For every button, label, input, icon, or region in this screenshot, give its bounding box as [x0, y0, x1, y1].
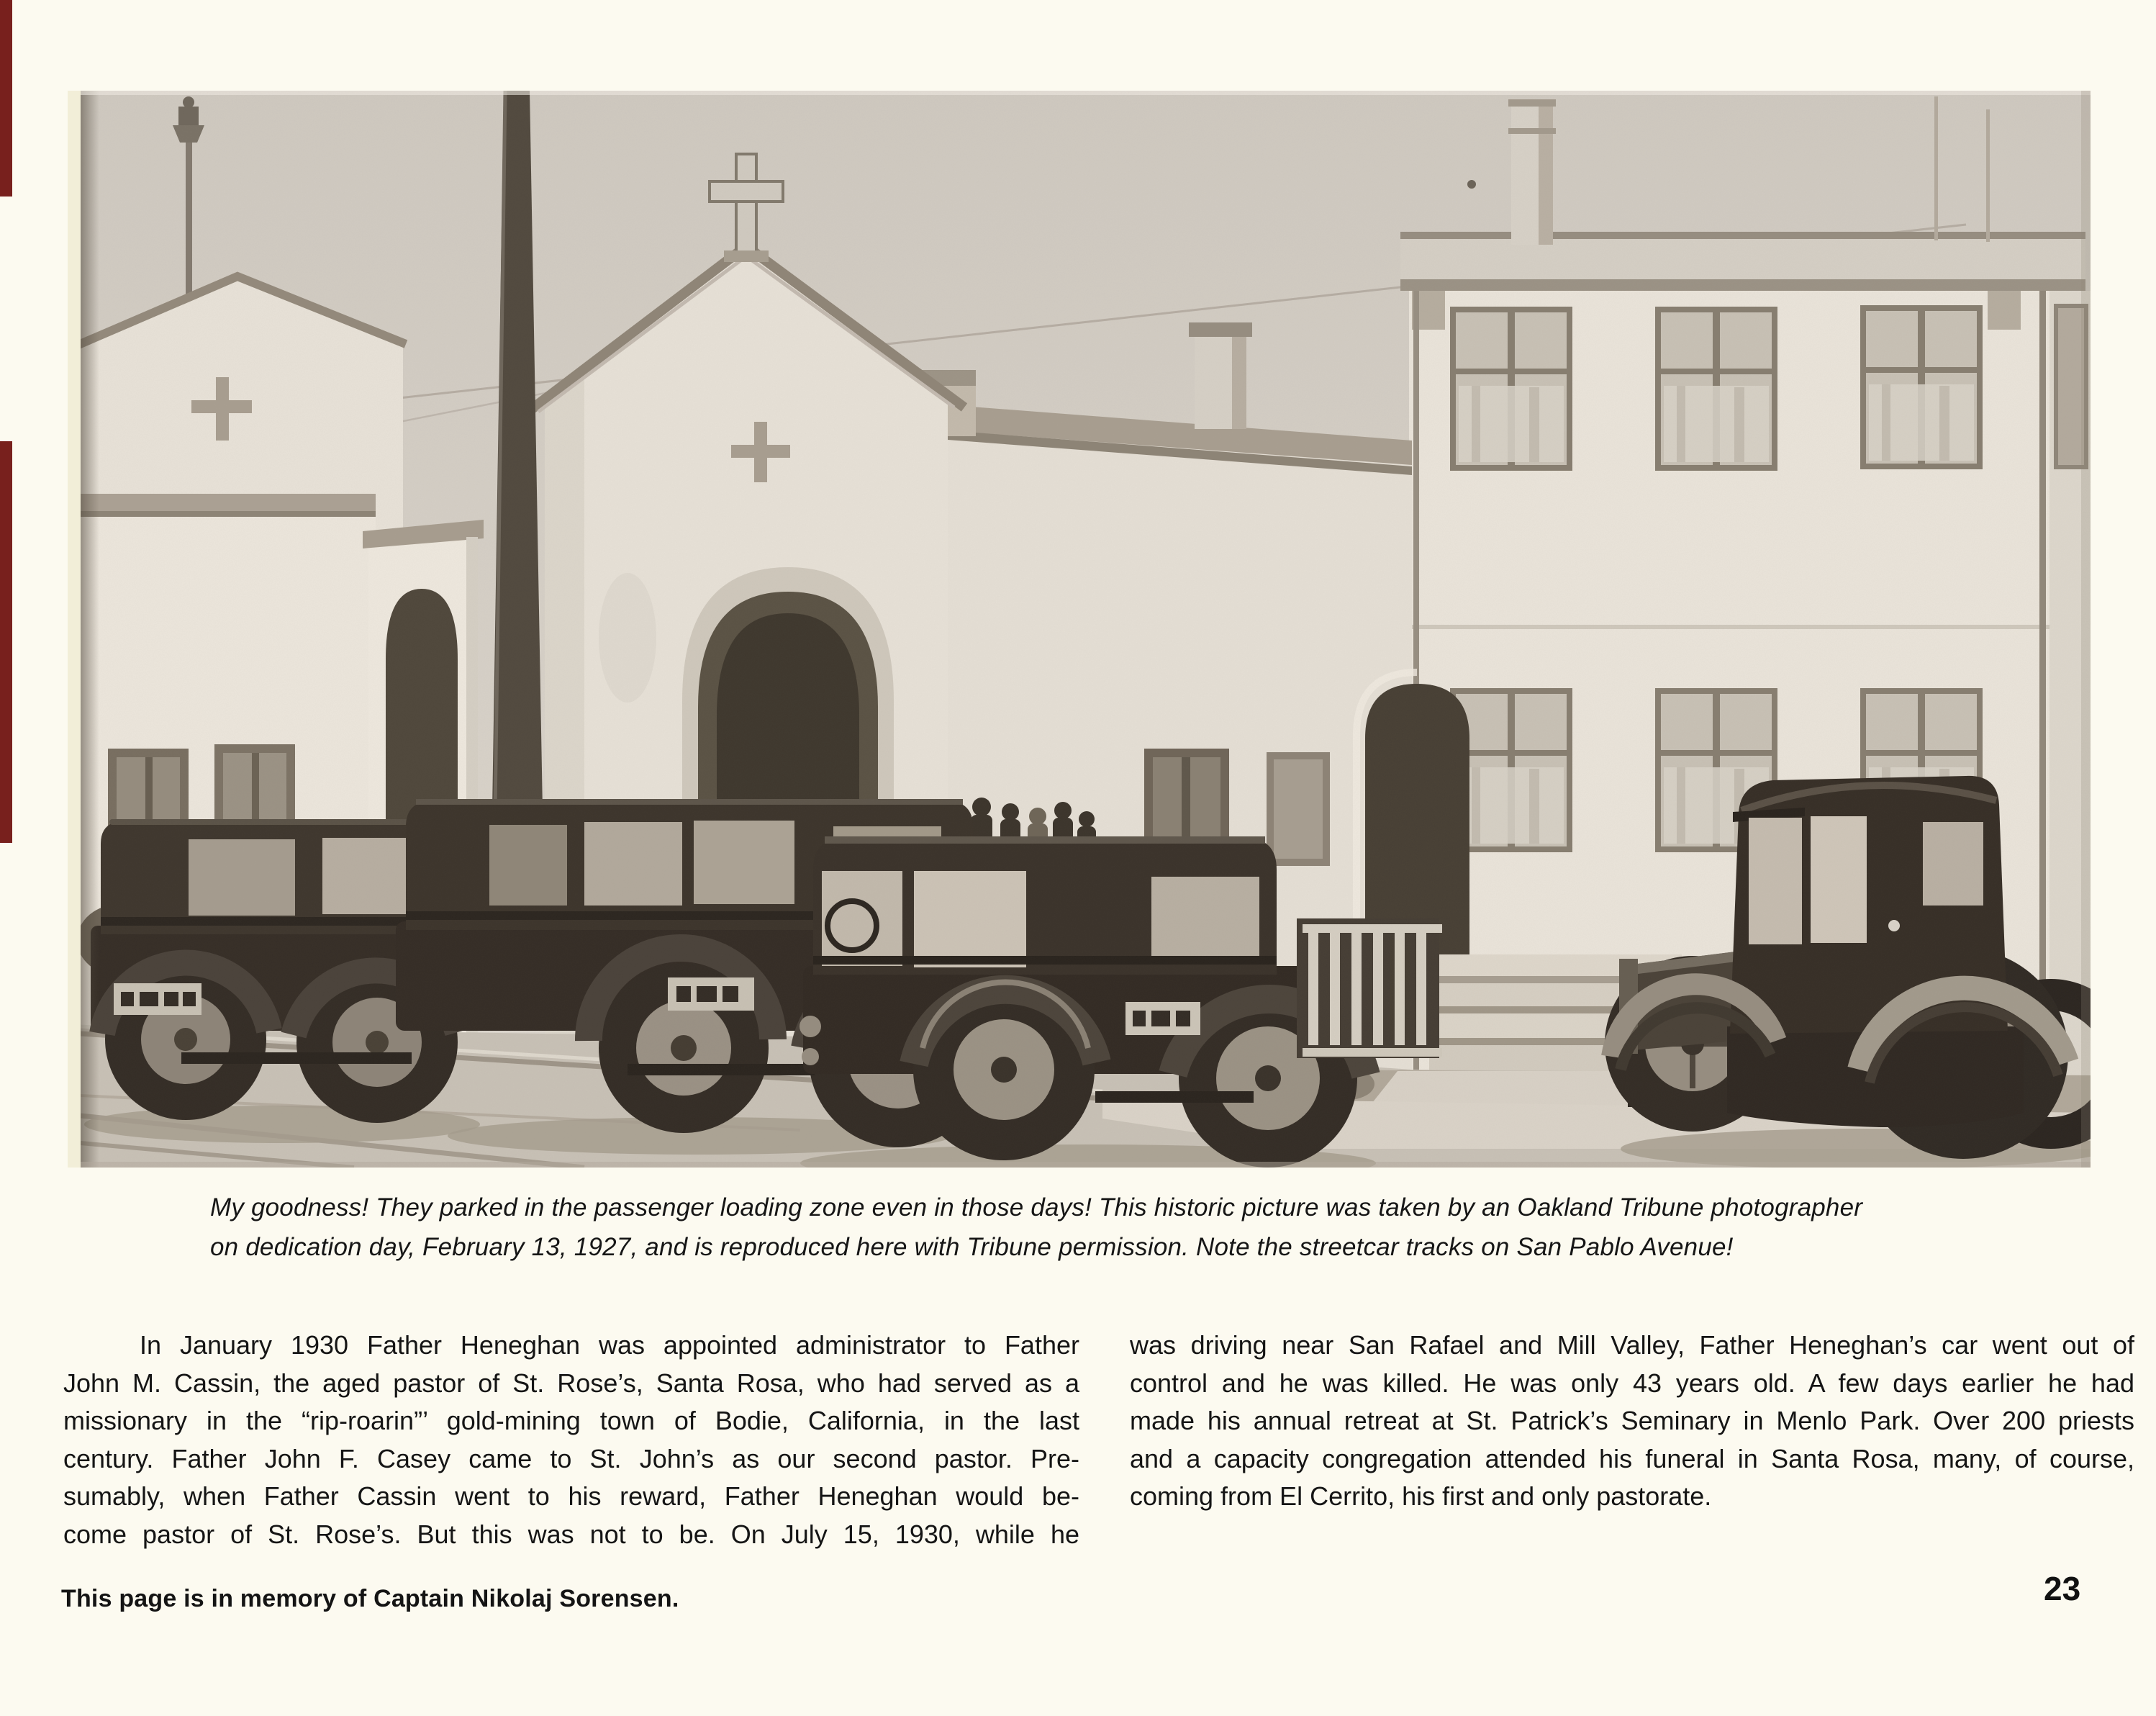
memorial-note: This page is in memory of Captain Nikolaj Sorensen. — [61, 1585, 679, 1612]
body-text-line: sumably, when Father Cassin went to his reward, Father Heneghan would be- — [63, 1481, 1079, 1511]
scan-artifact-bar-top — [0, 0, 12, 197]
article-right-column — [1130, 1327, 2134, 1516]
body-text-line: century. Father John F. Casey came to St. John’s as our second pastor. Pre- — [63, 1443, 1079, 1473]
body-text-line: missionary in the “rip-roarin”’ gold-mining town of Bodie, California, in the last — [63, 1406, 1079, 1435]
body-text-line: In January 1930 Father Heneghan was appointed administrator to Father — [140, 1330, 1079, 1360]
article-left-column — [63, 1327, 1079, 1553]
page-number: 23 — [2044, 1570, 2081, 1607]
body-text-line: come pastor of St. Rose’s. But this was not to be. On July 15, 1930, while he — [63, 1519, 1079, 1549]
photo-edge-strip — [68, 91, 82, 1168]
caption-line-1: My goodness! They parked in the passenger loading zone even in those days! This historic picture was taken by an Oakland Tribune photographer — [210, 1193, 1863, 1221]
body-text-line: made his annual retreat at St. Patrick’s Seminary in Menlo Park. Over 200 priests — [1130, 1406, 2134, 1435]
body-text-line: and a capacity congregation attended his funeral in Santa Rosa, many, of course, — [1130, 1443, 2134, 1473]
body-text-line: control and he was killed. He was only 43 years old. A few days earlier he had — [1130, 1368, 2134, 1398]
body-text-line: coming from El Cerrito, his first and only pastorate. — [1130, 1481, 1712, 1511]
scan-artifact-bar-middle — [0, 441, 12, 843]
photo-grain-overlay — [81, 91, 2091, 1168]
caption-line-2: on dedication day, February 13, 1927, and is reproduced here with Tribune permission. Note the streetcar tracks on San Pablo Avenue! — [210, 1233, 1734, 1261]
body-text-line: John M. Cassin, the aged pastor of St. Rose’s, Santa Rosa, who had served as a — [63, 1368, 1079, 1398]
church-photo-illustration — [81, 91, 2091, 1168]
church-dedication-photo — [81, 91, 2091, 1168]
photo-caption — [210, 1188, 1966, 1267]
body-text-line: was driving near San Rafael and Mill Valley, Father Heneghan’s car went out of — [1130, 1330, 2134, 1360]
